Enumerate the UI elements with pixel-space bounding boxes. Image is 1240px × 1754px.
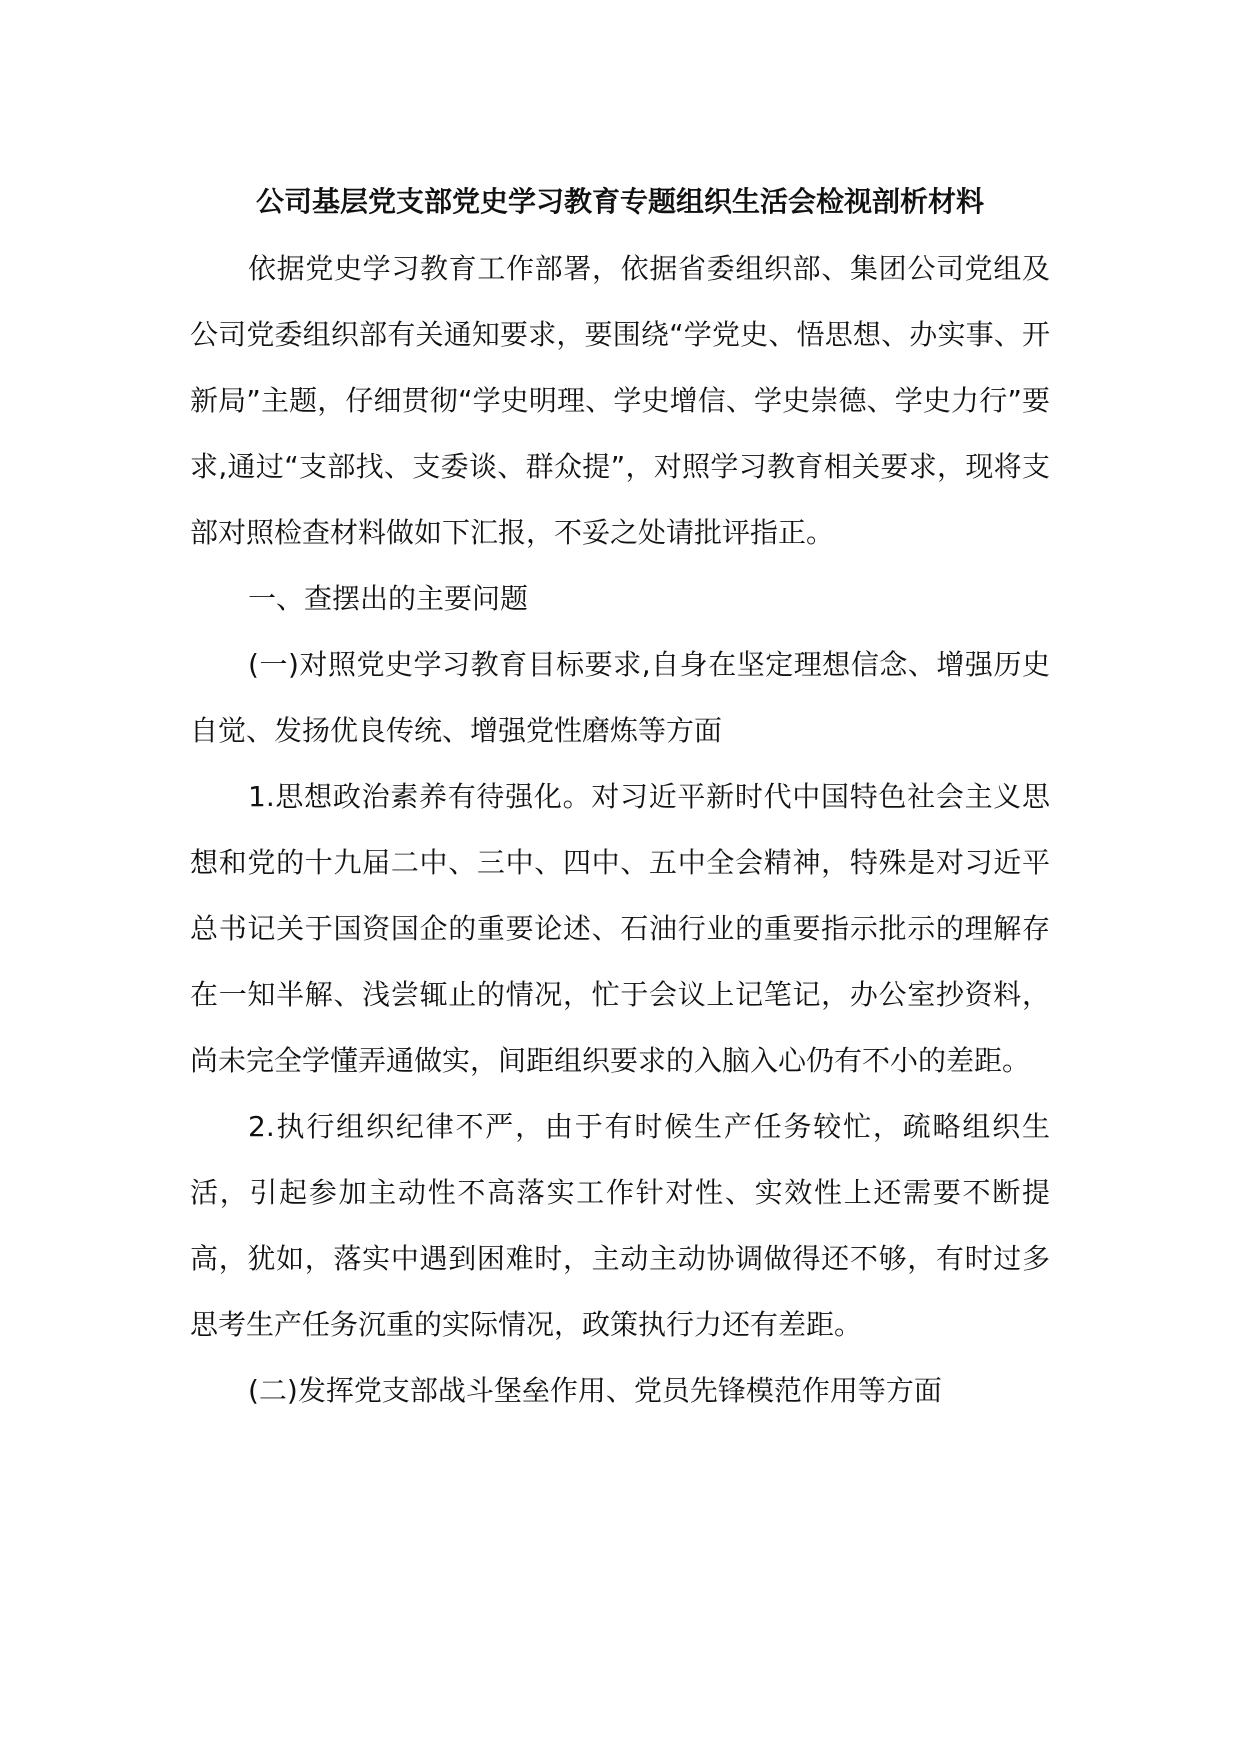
subsection-heading-2: (二)发挥党支部战斗堡垒作用、党员先锋模范作用等方面 <box>248 1374 942 1407</box>
document-body <box>190 236 1050 1424</box>
issue-paragraph-1: 1.思想政治素养有待强化。对习近平新时代中国特色社会主义思想和党的十九届二中、三中、四中、五中全会精神，特殊是对习近平总书记关于国资国企的重要论述、石油行业的重要指示批示的理解存在一知半解、浅尝辄止的情况，忙于会议上记笔记，办公室抄资料，尚未完全学懂弄通做实，间距组织要求的入脑入心仍有不小的差距。 <box>190 780 1050 1077</box>
document-title: 公司基层党支部党史学习教育专题组织生活会检视剖析材料 <box>255 185 984 218</box>
subsection-heading-1: (一)对照党史学习教育目标要求,自身在坚定理想信念、增强历史自觉、发扬优良传统、增强党性磨炼等方面 <box>190 648 1050 747</box>
issue-paragraph-2: 2.执行组织纪律不严，由于有时候生产任务较忙，疏略组织生活，引起参加主动性不高落实工作针对性、实效性上还需要不断提高，犹如，落实中遇到困难时，主动主动协调做得还不够，有时过多思考生产任务沉重的实际情况，政策执行力还有差距。 <box>190 1110 1050 1341</box>
section-heading-1: 一、查摆出的主要问题 <box>248 582 529 615</box>
intro-paragraph: 依据党史学习教育工作部署，依据省委组织部、集团公司党组及公司党委组织部有关通知要求，要围绕“学党史、悟思想、办实事、开新局”主题，仔细贯彻“学史明理、学史增信、学史崇德、学史力行”要求,通过“支部找、支委谈、群众提”，对照学习教育相关要求，现将支部对照检查材料做如下汇报，不妥之处请批评指正。 <box>190 252 1050 549</box>
